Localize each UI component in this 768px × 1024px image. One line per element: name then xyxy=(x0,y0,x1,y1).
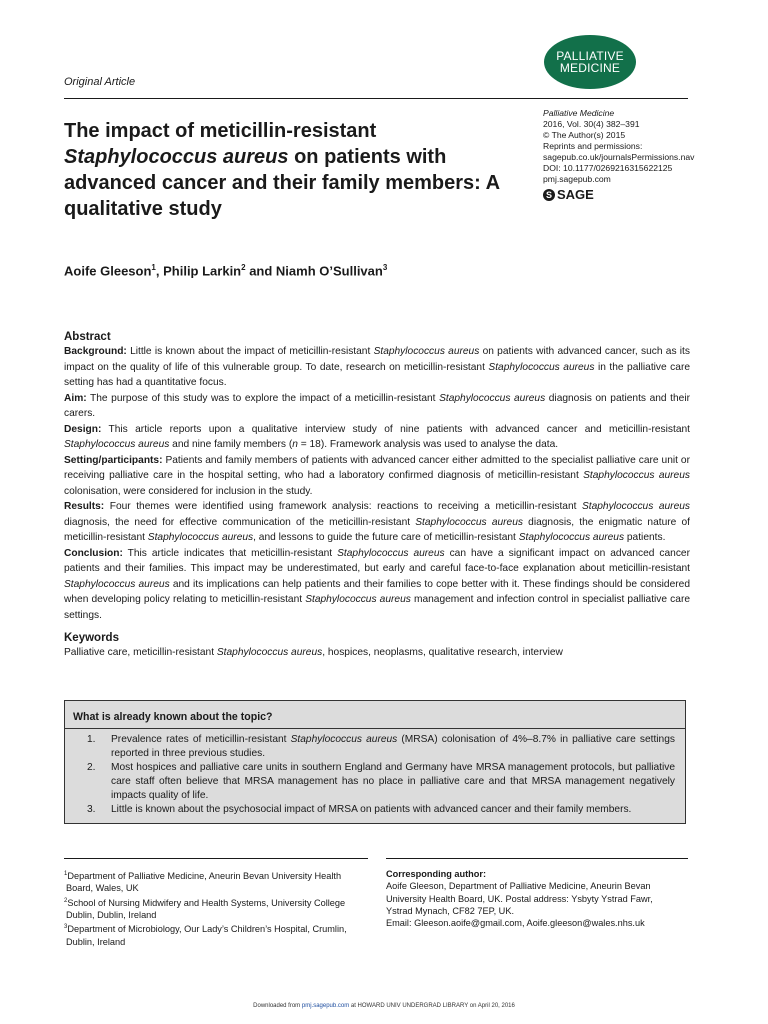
abstract-section xyxy=(64,344,690,391)
corresponding-author xyxy=(386,868,688,929)
doi[interactable]: DOI: 10.1177/0269216315622125 xyxy=(543,163,673,173)
permissions-url[interactable]: sagepub.co.uk/journalsPermissions.nav xyxy=(543,152,695,162)
abstract-section xyxy=(64,391,690,422)
italic-text: Staphylococcus aureus xyxy=(583,470,690,481)
publisher-logo xyxy=(543,187,594,202)
italic-text: Staphylococcus aureus xyxy=(581,501,690,512)
journal-name: Palliative Medicine xyxy=(543,108,615,118)
footer-link[interactable]: pmj.sagepub.com xyxy=(301,1003,350,1009)
affiliation-line: Dublin, Ireland xyxy=(66,936,126,947)
known-list-item xyxy=(65,803,675,817)
abstract-section xyxy=(64,499,690,546)
known-item-number: 2. xyxy=(87,762,96,773)
known-list-item xyxy=(65,733,675,761)
italic-text: Staphylococcus aureus xyxy=(64,578,170,590)
journal-site[interactable]: pmj.sagepub.com xyxy=(543,174,611,184)
author-list xyxy=(64,263,387,278)
abstract-section-label: Design: xyxy=(64,423,102,435)
known-list-item xyxy=(65,761,675,803)
italic-text: Staphylococcus aureus xyxy=(439,392,546,404)
italic-text: Staphylococcus aureus xyxy=(337,547,445,559)
abstract-section-label: Aim: xyxy=(64,392,87,404)
affiliation-mark: 2 xyxy=(64,897,68,904)
article-type: Original Article xyxy=(64,76,136,88)
text-run: The purpose of this study was to explore the impact of a meticillin-resistant xyxy=(86,392,440,404)
text-run: diagnosis on patients and their carers. xyxy=(64,392,690,419)
known-item-number: 1. xyxy=(87,734,96,745)
abstract-section xyxy=(64,422,690,453)
text-run: diagnosis, the enigmatic nature of meticillin-resistant xyxy=(64,516,690,543)
abstract-section xyxy=(64,546,690,624)
affiliation-line xyxy=(64,921,370,935)
affiliation-line xyxy=(64,895,370,909)
italic-text: Staphylococcus aureus xyxy=(64,439,170,450)
keywords-heading: Keywords xyxy=(64,632,119,644)
affiliation-line: Board, Wales, UK xyxy=(66,883,139,894)
article-title xyxy=(64,118,514,222)
text-run: Patients and family members of patients with advanced cancer either admitted to the specialist palliative care unit or receiving palliative care in the hospital setting, who had a laboratory confirmed diagnosis of meticillin-resistant xyxy=(64,454,690,481)
abstract-body xyxy=(64,344,690,623)
italic-text: Staphylococcus aureus xyxy=(147,532,254,543)
footer-suffix: at HOWARD UNIV UNDERGRAD LIBRARY on April 20, 2016 xyxy=(349,1003,515,1009)
title-part-1: The impact of meticillin-resistant xyxy=(64,120,377,142)
download-footer xyxy=(0,1003,768,1009)
affiliation-text: Department of Microbiology, Our Lady’s Children’s Hospital, Crumlin, xyxy=(67,924,347,935)
affiliation-line: Dublin, Dublin, Ireland xyxy=(66,910,157,921)
author-name: Philip Larkin xyxy=(163,263,242,279)
text-run: , hospices, neoplasms, qualitative research, interview xyxy=(322,647,563,658)
affiliations xyxy=(64,868,370,948)
corresponding-email[interactable]: Email: Gleeson.aoife@gmail.com, Aoife.gleeson@wales.nhs.uk xyxy=(386,918,645,929)
author-name: Niamh O’Sullivan xyxy=(275,263,383,279)
affiliation-mark: 1 xyxy=(64,871,68,877)
known-box-heading: What is already known about the topic? xyxy=(73,711,273,723)
text-run: Most hospices and palliative care units in southern England and Germany have MRSA management protocols, but palliative care staff often believe that MRSA management has no place in palliative care and that MRSA management negatively impacts quality of life. xyxy=(111,762,675,801)
keywords xyxy=(64,631,690,660)
abstract-section xyxy=(64,453,690,500)
author-separator: and xyxy=(245,263,276,279)
sage-icon: S xyxy=(543,189,555,201)
logo-line-1: PALLIATIVE xyxy=(556,49,624,63)
known-box-rule xyxy=(65,728,685,729)
journal-metadata xyxy=(543,108,693,185)
known-box-list xyxy=(65,733,675,817)
header-rule xyxy=(64,98,688,99)
abstract-section-label: Background: xyxy=(64,346,127,357)
reprints: Reprints and permissions: xyxy=(543,141,643,151)
abstract-heading: Abstract xyxy=(64,331,111,343)
text-run: = 18). Framework analysis was used to analyse the data. xyxy=(297,439,559,450)
text-run: Little is known about the psychosocial impact of MRSA on patients with advanced cancer and their family members. xyxy=(111,804,632,815)
publisher-name: SAGE xyxy=(557,187,594,202)
text-run: , and lessons to guide the future care of meticillin-resistant xyxy=(253,532,519,543)
text-run: and its implications can help patients and their families to cope better with it. These findings should be considered when developing policy relating to meticillin-resistant xyxy=(64,578,690,605)
text-run: Prevalence rates of meticillin-resistant xyxy=(111,734,291,745)
text-run: management and infection control in specialist palliative care settings. xyxy=(64,594,690,621)
title-part-3: on patients with advanced cancer and their family members: A qualitative study xyxy=(64,146,500,220)
author-affiliation-mark: 3 xyxy=(382,263,388,272)
text-run: patients. xyxy=(624,532,666,543)
text-run: in the palliative care setting has had a quantitative focus. xyxy=(64,361,690,388)
text-run: This article reports upon a qualitative interview study of nine patients with advanced cancer and meticillin-resistant xyxy=(101,423,690,435)
italic-text: Staphylococcus aureus xyxy=(216,647,323,658)
abstract-section-label: Results: xyxy=(64,501,105,512)
italic-text: Staphylococcus aureus xyxy=(488,361,595,373)
corresponding-line: University Health Board, UK. Postal address: Ysbyty Ystrad Fawr, xyxy=(386,893,653,904)
journal-volume: 2016, Vol. 30(4) 382–391 xyxy=(543,119,640,129)
italic-text: Staphylococcus aureus xyxy=(373,346,480,357)
italic-text: n xyxy=(292,439,298,450)
affiliations-rule xyxy=(64,858,368,859)
text-run: colonisation, were considered for inclusion in the study. xyxy=(64,485,313,497)
text-run: diagnosis, the need for effective communication of the meticillin-resistant xyxy=(64,516,416,528)
corresponding-line: Aoife Gleeson, Department of Palliative Medicine, Aneurin Bevan xyxy=(386,881,651,892)
abstract-section-label: Setting/participants: xyxy=(64,454,163,466)
text-run: on patients with advanced cancer, such as its impact on the quality of life of this vulnerable group. To date, research on meticillin-resistant xyxy=(64,346,690,373)
author-affiliation-mark: 1 xyxy=(151,263,156,272)
italic-text: Staphylococcus aureus xyxy=(290,734,398,745)
author-separator: , xyxy=(155,263,164,279)
known-about-topic-box xyxy=(64,700,686,824)
logo-line-2: MEDICINE xyxy=(559,61,621,75)
copyright: © The Author(s) 2015 xyxy=(543,130,626,140)
corresponding-line: Ystrad Mynach, CF82 7EP, UK. xyxy=(386,905,514,916)
affiliation-line xyxy=(64,868,370,882)
text-run: and nine family members ( xyxy=(169,439,293,450)
known-item-number: 3. xyxy=(87,804,96,815)
text-run: Little is known about the impact of meticillin-resistant xyxy=(126,346,374,357)
text-run: (MRSA) colonisation of 4%–8.7% in palliative care settings reported in three previous studies. xyxy=(111,734,675,759)
text-run: Palliative care, meticillin-resistant xyxy=(64,647,217,658)
corresponding-heading: Corresponding author: xyxy=(386,869,487,879)
text-run: This article indicates that meticillin-resistant xyxy=(122,547,338,559)
italic-text: Staphylococcus aureus xyxy=(305,594,411,605)
journal-logo xyxy=(544,35,636,89)
abstract-section-label: Conclusion: xyxy=(64,547,123,559)
author-affiliation-mark: 2 xyxy=(241,263,246,272)
affiliation-mark: 3 xyxy=(64,924,68,931)
italic-text: Staphylococcus aureus xyxy=(518,532,625,543)
affiliation-text: Department of Palliative Medicine, Aneurin Bevan University Health xyxy=(67,871,342,882)
italic-text: Staphylococcus aureus xyxy=(415,516,523,528)
footer-prefix: Downloaded from xyxy=(253,1003,302,1009)
author-name: Aoife Gleeson xyxy=(64,263,152,279)
keywords-text xyxy=(64,645,690,660)
title-italic-organism: Staphylococcus aureus xyxy=(64,146,289,168)
affiliation-text: School of Nursing Midwifery and Health Systems, University College xyxy=(67,897,346,908)
text-run: can have a significant impact on advanced cancer patients and their families. This impact may be underestimated, but early and careful face-to-face explanation about meticillin-resistant xyxy=(64,547,690,574)
corresponding-rule xyxy=(386,858,688,859)
abstract xyxy=(64,330,690,623)
text-run: Four themes were identified using framework analysis: reactions to receiving a meticillin-resistant xyxy=(104,501,582,512)
